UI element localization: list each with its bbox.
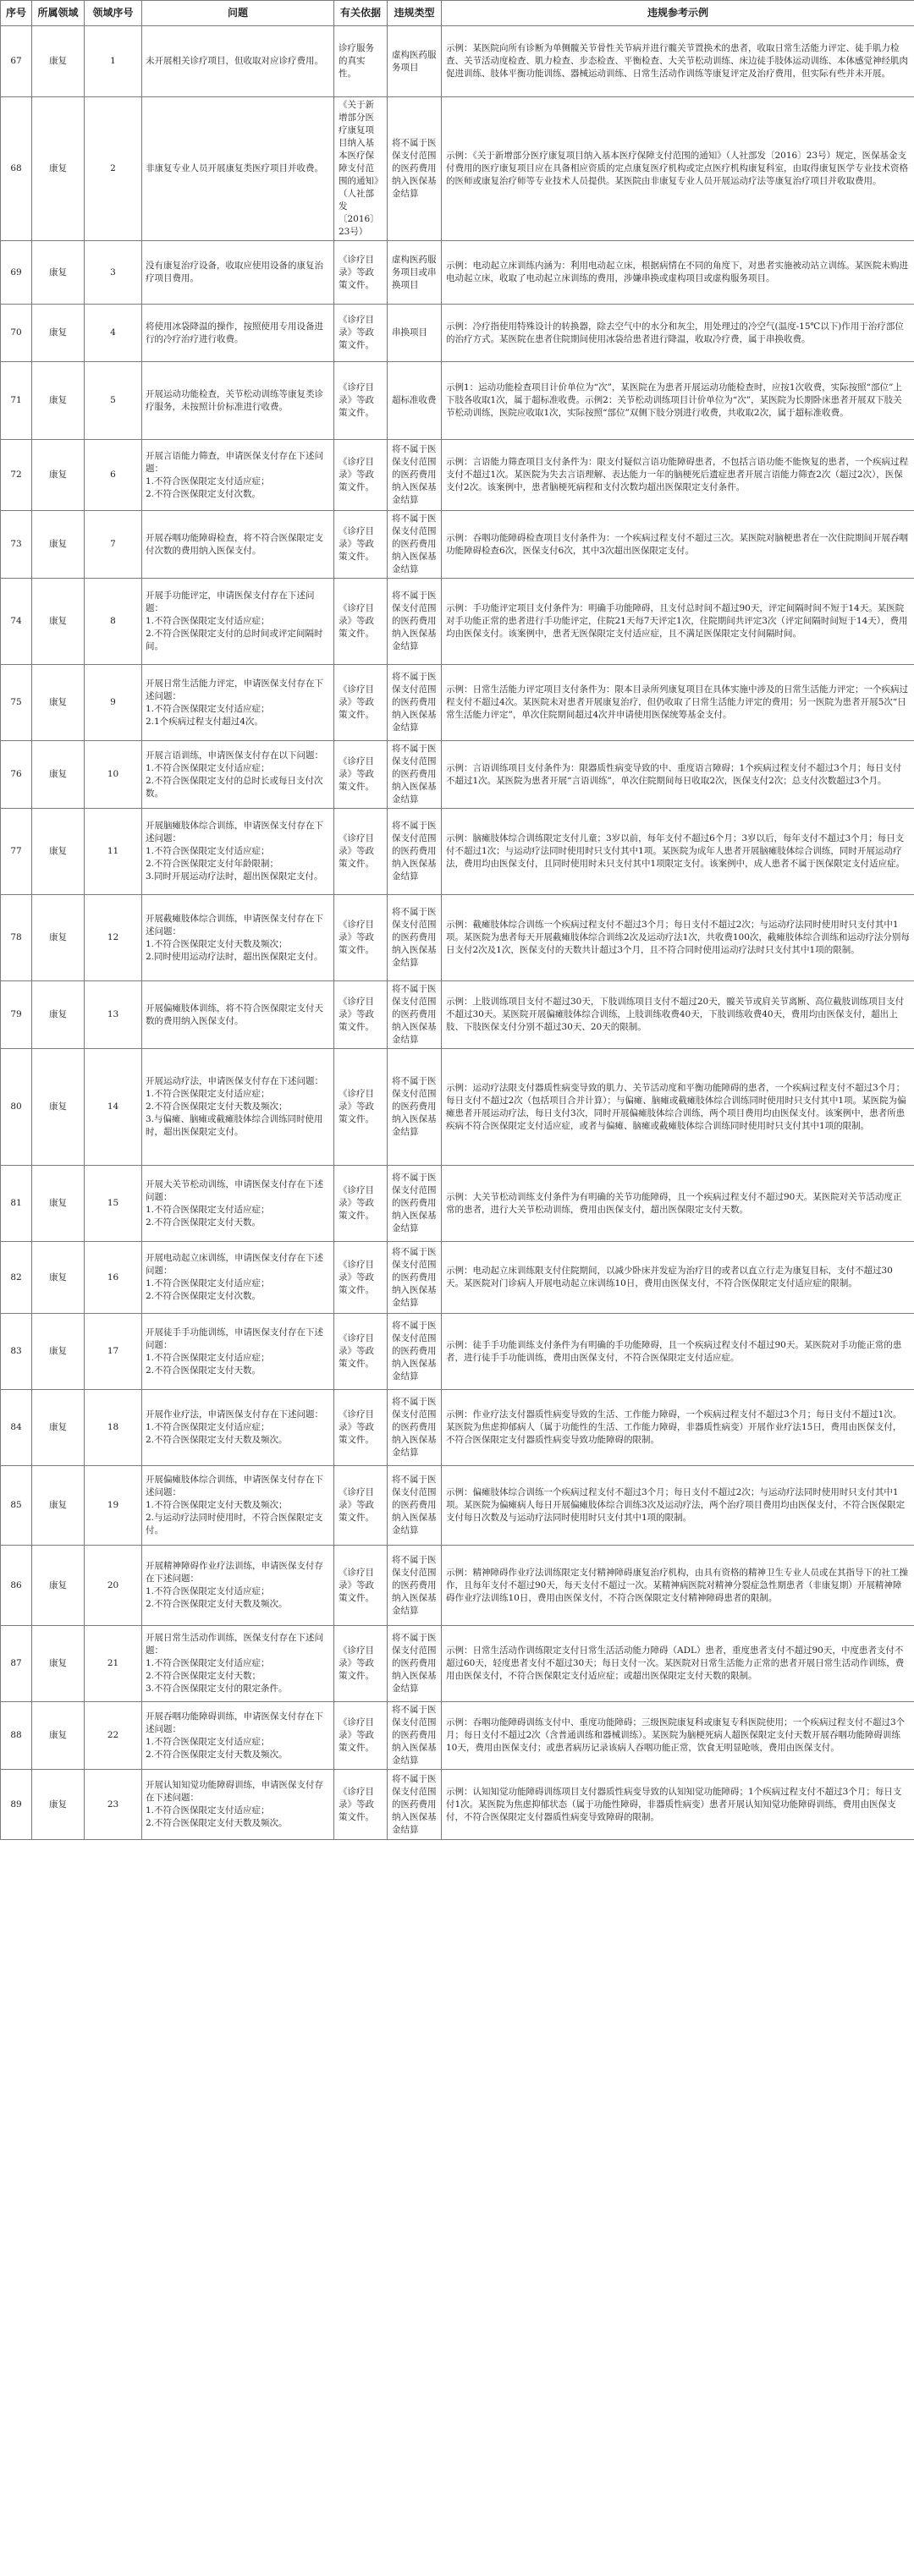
header-violation-type: 违规类型 — [388, 1, 442, 26]
cell-domain-no: 5 — [85, 362, 142, 440]
cell-problem: 开展作业疗法，申请医保支付存在下述问题： 1.不符合医保限定支付适应症； 2.不符合医保限定支付天数及频次。 — [142, 1390, 334, 1466]
table-header-row — [1, 1, 914, 26]
cell-violation-type: 将不属于医保支付范围的医药费用纳入医保基金结算 — [388, 97, 442, 241]
cell-problem: 开展吞咽功能障碍训练，申请医保支付存在下述问题： 1.不符合医保限定支付适应症； 2.不符合医保限定支付天数及频次。 — [142, 1702, 334, 1770]
table-row — [1, 981, 914, 1049]
cell-example: 示例：偏瘫肢体综合训练一个疾病过程支付不超过3个月；每日支付不超过2次；与运动疗法同时使用时只支付其中1项。某医院为偏瘫病人每日开展偏瘫肢体综合训练3次及运动疗法，两个治疗项目费用均由医保支付，不符合医保限定支付每日次数及与运动疗法同时使用时只支付其中1项的限制。 — [442, 1466, 914, 1546]
table-row — [1, 26, 914, 97]
cell-violation-type: 串换项目 — [388, 305, 442, 362]
cell-example: 示例：电动起立床训练限支付住院期间，以减少卧床并发症为治疗目的或者以直立行走为康复目标，支付不超过30天。某医院对门诊病人开展电动起立床训练10日，费用由医保支付，不符合医保限定支付适应症的限制。 — [442, 1242, 914, 1314]
cell-problem: 开展徒手手功能训练，申请医保支付存在下述问题： 1.不符合医保限定支付适应症； 2.不符合医保限定支付天数。 — [142, 1314, 334, 1390]
cell-violation-type: 将不属于医保支付范围的医药费用纳入医保基金结算 — [388, 741, 442, 809]
cell-basis: 《关于新增部分医疗康复项目纳入基本医疗保障支付范围的通知》（人社部发〔2016〕23号） — [334, 97, 388, 241]
cell-violation-type: 虚构医药服务项目或串换项目 — [388, 241, 442, 305]
cell-example: 示例：日常生活能力评定项目支付条件为：限本目录所列康复项目在具体实施中涉及的日常生活能力评定；一个疾病过程支付不超过4次。某医院未对患者开展康复治疗，但仍收取了日常生活能力评定的费用；另一医院为患者开展5次“日常生活能力评定”，单次住院期间超过4次并申请使用医保统筹基金支付。 — [442, 665, 914, 741]
cell-basis: 《诊疗目录》等政策文件。 — [334, 1546, 388, 1626]
cell-violation-type: 将不属于医保支付范围的医药费用纳入医保基金结算 — [388, 1702, 442, 1770]
cell-problem: 开展偏瘫肢体训练，将不符合医保限定支付天数的费用纳入医保支付。 — [142, 981, 334, 1049]
cell-domain-no: 11 — [85, 809, 142, 895]
cell-example: 示例：电动起立床训练内涵为：利用电动起立床，根据病情在不同的角度下，对患者实施被动站立训练。某医院未购进电动起立床，收取了电动起立床训练的费用，涉嫌串换或虚构项目或虚构服务项目。 — [442, 241, 914, 305]
table-row — [1, 305, 914, 362]
cell-domain: 康复 — [32, 981, 85, 1049]
header-problem: 问题 — [142, 1, 334, 26]
cell-domain: 康复 — [32, 241, 85, 305]
cell-no: 77 — [1, 809, 32, 895]
cell-domain: 康复 — [32, 1166, 85, 1242]
cell-domain-no: 2 — [85, 97, 142, 241]
cell-basis: 《诊疗目录》等政策文件。 — [334, 305, 388, 362]
cell-basis: 《诊疗目录》等政策文件。 — [334, 579, 388, 665]
cell-violation-type: 将不属于医保支付范围的医药费用纳入医保基金结算 — [388, 1546, 442, 1626]
cell-basis: 《诊疗目录》等政策文件。 — [334, 895, 388, 981]
cell-no: 79 — [1, 981, 32, 1049]
cell-domain-no: 18 — [85, 1390, 142, 1466]
cell-domain: 康复 — [32, 1314, 85, 1390]
cell-violation-type: 将不属于医保支付范围的医药费用纳入医保基金结算 — [388, 1049, 442, 1166]
table-row — [1, 97, 914, 241]
cell-domain-no: 6 — [85, 440, 142, 511]
cell-domain-no: 17 — [85, 1314, 142, 1390]
cell-example: 示例：精神障碍作业疗法训练限定支付精神障碍康复治疗机构，由具有资格的精神卫生专业人员或在其指导下的社工操作，且每年支付不超过90天，每天支付不超过一次。某精神病医院对精神分裂症急性期患者（非康复期）开展精神障碍作业疗法训练10日，费用由医保支付，不符合医保限定支付精神障碍患者的限制。 — [442, 1546, 914, 1626]
cell-basis: 《诊疗目录》等政策文件。 — [334, 440, 388, 511]
cell-domain-no: 20 — [85, 1546, 142, 1626]
cell-domain-no: 12 — [85, 895, 142, 981]
cell-problem: 开展认知知觉功能障碍训练，申请医保支付存在下述问题： 1.不符合医保限定支付适应症； 2.不符合医保限定支付天数及频次。 — [142, 1770, 334, 1840]
header-basis: 有关依据 — [334, 1, 388, 26]
cell-domain-no: 9 — [85, 665, 142, 741]
cell-domain-no: 19 — [85, 1466, 142, 1546]
cell-violation-type: 将不属于医保支付范围的医药费用纳入医保基金结算 — [388, 1626, 442, 1702]
cell-domain: 康复 — [32, 1626, 85, 1702]
cell-violation-type: 将不属于医保支付范围的医药费用纳入医保基金结算 — [388, 579, 442, 665]
cell-violation-type: 虚构医药服务项目 — [388, 26, 442, 97]
cell-no: 69 — [1, 241, 32, 305]
cell-example: 示例1：运动功能检查项目计价单位为“次”，某医院在为患者开展运动功能检查时，应按1次收费，实际按照“部位”上下肢各收取1次，属于超标准收费。示例2：关节松动训练项目计价单位为“次”，某医院为长期卧床患者开展双下肢关节松动训练，医院应收取1次，实际按照“部位”双侧下肢分别进行收费，共收取2次，属于超标准收费。 — [442, 362, 914, 440]
cell-problem: 开展电动起立床训练，申请医保支付存在下述问题： 1.不符合医保限定支付适应症； 2.不符合医保限定支付次数。 — [142, 1242, 334, 1314]
cell-no: 85 — [1, 1466, 32, 1546]
cell-violation-type: 将不属于医保支付范围的医药费用纳入医保基金结算 — [388, 1242, 442, 1314]
table-row — [1, 809, 914, 895]
cell-no: 78 — [1, 895, 32, 981]
cell-no: 83 — [1, 1314, 32, 1390]
cell-no: 88 — [1, 1702, 32, 1770]
cell-no: 72 — [1, 440, 32, 511]
table-row — [1, 241, 914, 305]
table-row — [1, 362, 914, 440]
cell-violation-type: 将不属于医保支付范围的医药费用纳入医保基金结算 — [388, 665, 442, 741]
cell-problem: 开展截瘫肢体综合训练，申请医保支付存在下述问题： 1.不符合医保限定支付天数及频次； 2.同时使用运动疗法时，超出医保限定支付。 — [142, 895, 334, 981]
cell-domain-no: 7 — [85, 511, 142, 579]
cell-example: 示例：言语训练项目支付条件为：限器质性病变导致的中、重度语言障碍；1个疾病过程支付不超过3个月；每日支付不超过1次。某医院为患者开展“言语训练”，单次住院期间每日收取2次，医保支付2次；总支付次数超过3个月。 — [442, 741, 914, 809]
cell-violation-type: 将不属于医保支付范围的医药费用纳入医保基金结算 — [388, 895, 442, 981]
cell-problem: 开展脑瘫肢体综合训练，申请医保支付存在下述问题： 1.不符合医保限定支付适应症； 2.不符合医保限定支付年龄限制； 3.同时开展运动疗法时，超出医保限定支付。 — [142, 809, 334, 895]
table-row — [1, 1466, 914, 1546]
cell-basis: 《诊疗目录》等政策文件。 — [334, 511, 388, 579]
cell-problem: 开展大关节松动训练，申请医保支付存在下述问题： 1.不符合医保限定支付适应症； 2.不符合医保限定支付天数。 — [142, 1166, 334, 1242]
cell-domain: 康复 — [32, 1390, 85, 1466]
cell-domain: 康复 — [32, 362, 85, 440]
cell-no: 84 — [1, 1390, 32, 1466]
cell-problem: 开展言语训练，申请医保支付存在以下问题： 1.不符合医保限定支付适应症； 2.不符合医保限定支付的总时长或每日支付次数。 — [142, 741, 334, 809]
cell-violation-type: 将不属于医保支付范围的医药费用纳入医保基金结算 — [388, 809, 442, 895]
cell-domain-no: 10 — [85, 741, 142, 809]
cell-domain: 康复 — [32, 579, 85, 665]
cell-domain-no: 16 — [85, 1242, 142, 1314]
cell-example: 示例：大关节松动训练支付条件为有明确的关节功能障碍，且一个疾病过程支付不超过90天。某医院对关节活动度正常的患者，进行大关节松动训练，费用由医保支付，超出医保限定支付天数。 — [442, 1166, 914, 1242]
cell-basis: 《诊疗目录》等政策文件。 — [334, 1166, 388, 1242]
cell-example: 示例：作业疗法支付器质性病变导致的生活、工作能力障碍，一个疾病过程支付不超过3个月；每日支付不超过1次。某医院为焦虑抑郁病人（属于功能性的生活、工作能力障碍，非器质性病变）开展作业疗法15日，费用由医保支付，不符合医保限定支付器质性病变导致功能障碍的限制。 — [442, 1390, 914, 1466]
cell-example: 示例：徒手手功能训练支付条件为有明确的手功能障碍，且一个疾病过程支付不超过90天。某医院对手功能正常的患者，进行徒手手功能训练，费用由医保支付，不符合医保限定支付适应症。 — [442, 1314, 914, 1390]
cell-basis: 《诊疗目录》等政策文件。 — [334, 741, 388, 809]
cell-violation-type: 将不属于医保支付范围的医药费用纳入医保基金结算 — [388, 1314, 442, 1390]
header-domain-no: 领域序号 — [85, 1, 142, 26]
cell-domain: 康复 — [32, 895, 85, 981]
table-row — [1, 741, 914, 809]
cell-problem: 未开展相关诊疗项目，但收取对应诊疗费用。 — [142, 26, 334, 97]
cell-basis: 《诊疗目录》等政策文件。 — [334, 1314, 388, 1390]
cell-example: 示例：《关于新增部分医疗康复项目纳入基本医疗保障支付范围的通知》（人社部发〔2016〕23号）规定，医保基金支付费用的医疗康复项目应在具备相应资质的定点康复医疗机构或定点医疗机构康复科室，由取得康复医学专业技术资格的医师或康复治疗师等专业技术人员提供。某医院由非康复专业人员开展运动疗法等康复治疗项目并收取费用。 — [442, 97, 914, 241]
cell-domain: 康复 — [32, 1546, 85, 1626]
cell-domain: 康复 — [32, 305, 85, 362]
table-row — [1, 511, 914, 579]
cell-basis: 《诊疗目录》等政策文件。 — [334, 1626, 388, 1702]
cell-example: 示例：冷疗指使用特殊设计的转换器，除去空气中的水分和灰尘，用处理过的冷空气(温度-15℃以下)作用于治疗部位的治疗方式。某医院在患者住院期间使用冰袋给患者进行降温，收取冷疗费，属于串换收费。 — [442, 305, 914, 362]
cell-no: 71 — [1, 362, 32, 440]
cell-domain-no: 13 — [85, 981, 142, 1049]
cell-example: 示例：认知知觉功能障碍训练项目支付器质性病变导致的认知知觉功能障碍；1个疾病过程支付不超过3个月；每日支付1次。某医院为焦虑抑郁状态（属于功能性障碍，非器质性病变）患者开展认知知觉功能障碍训练，费用由医保支付，不符合医保限定支付器质性病变导致障碍的限制。 — [442, 1770, 914, 1840]
cell-problem: 开展偏瘫肢体综合训练，申请医保支付存在下述问题： 1.不符合医保限定支付天数及频次； 2.与运动疗法同时使用时，不符合医保限定支付。 — [142, 1466, 334, 1546]
cell-basis: 《诊疗目录》等政策文件。 — [334, 1466, 388, 1546]
cell-domain: 康复 — [32, 741, 85, 809]
cell-no: 81 — [1, 1166, 32, 1242]
cell-no: 70 — [1, 305, 32, 362]
cell-example: 示例：吞咽功能障碍检查项目支付条件为：一个疾病过程支付不超过三次。某医院对脑梗患者在一次住院期间开展吞咽功能障碍检查6次，医保支付6次，其中3次超出医保限定支付。 — [442, 511, 914, 579]
cell-domain: 康复 — [32, 97, 85, 241]
cell-basis: 《诊疗目录》等政策文件。 — [334, 1049, 388, 1166]
cell-problem: 开展手功能评定，申请医保支付存在下述问题： 1.不符合医保限定支付适应症； 2.不符合医保限定支付的总时间或评定间隔时间。 — [142, 579, 334, 665]
cell-problem: 开展吞咽功能障碍检查，将不符合医保限定支付次数的费用纳入医保支付。 — [142, 511, 334, 579]
cell-no: 89 — [1, 1770, 32, 1840]
cell-example: 示例：脑瘫肢体综合训练限定支付儿童；3岁以前，每年支付不超过6个月；3岁以后，每年支付不超过3个月；每日支付不超过1次；与运动疗法同时使用时只支付其中1项。某医院为成年人患者开展脑瘫肢体综合训练，同时开展运动疗法，费用均由医保支付，且同时使用时未只支付其中1项限定支付。该案例中，成人患者不属于医保限定支付适应症。 — [442, 809, 914, 895]
cell-basis: 《诊疗目录》等政策文件。 — [334, 665, 388, 741]
cell-no: 80 — [1, 1049, 32, 1166]
cell-violation-type: 将不属于医保支付范围的医药费用纳入医保基金结算 — [388, 511, 442, 579]
cell-example: 示例：言语能力筛查项目支付条件为：限支付疑似言语功能障碍患者，不包括言语功能不能恢复的患者，一个疾病过程支付不超过1次。某医院为失去言语理解、表达能力一年的脑梗死后遗症患者开展言语能力筛查2次（超过2次），医保支付2次。该案例中，患者脑梗死病程和支付次数均超出医保限定支付条件。 — [442, 440, 914, 511]
cell-domain-no: 23 — [85, 1770, 142, 1840]
cell-domain: 康复 — [32, 809, 85, 895]
cell-basis: 《诊疗目录》等政策文件。 — [334, 809, 388, 895]
cell-domain: 康复 — [32, 440, 85, 511]
cell-basis: 诊疗服务的真实性。 — [334, 26, 388, 97]
table-row — [1, 440, 914, 511]
cell-no: 87 — [1, 1626, 32, 1702]
table-row — [1, 1049, 914, 1166]
cell-basis: 《诊疗目录》等政策文件。 — [334, 241, 388, 305]
table-row — [1, 1314, 914, 1390]
cell-domain-no: 15 — [85, 1166, 142, 1242]
table-row — [1, 1770, 914, 1840]
cell-domain: 康复 — [32, 1242, 85, 1314]
cell-basis: 《诊疗目录》等政策文件。 — [334, 362, 388, 440]
header-example: 违规参考示例 — [442, 1, 914, 26]
cell-example: 示例：运动疗法限支付器质性病变导致的肌力、关节活动度和平衡功能障碍的患者，一个疾病过程支付不超过3个月；每日支付不超过2次（包括项目合并计算）；与偏瘫、脑瘫或截瘫肢体综合训练同时使用时只支付其中1项。某医院为偏瘫患者开展运动疗法，每日支付3次，同时开展偏瘫肢体综合训练，两个项目费用均由医保支付。该案例中，患者所患疾病不符合医保限定支付适应症，或者与偏瘫、脑瘫或截瘫肢体综合训练同时使用时只支付其中1项的限制。 — [442, 1049, 914, 1166]
table-row — [1, 1626, 914, 1702]
cell-no: 76 — [1, 741, 32, 809]
cell-problem: 没有康复治疗设备，收取应使用设备的康复治疗项目费用。 — [142, 241, 334, 305]
table-row — [1, 1242, 914, 1314]
cell-problem: 将使用冰袋降温的操作，按照使用专用设备进行的冷疗治疗进行收费。 — [142, 305, 334, 362]
cell-no: 67 — [1, 26, 32, 97]
cell-domain-no: 21 — [85, 1626, 142, 1702]
cell-problem: 开展运动疗法，申请医保支付存在下述问题： 1.不符合医保限定支付适应症； 2.不符合医保限定支付天数及频次； 3.与偏瘫、脑瘫或截瘫肢体综合训练同时使用时，超出医保限定支付。 — [142, 1049, 334, 1166]
cell-domain-no: 8 — [85, 579, 142, 665]
cell-problem: 非康复专业人员开展康复类医疗项目并收费。 — [142, 97, 334, 241]
header-no: 序号 — [1, 1, 32, 26]
cell-domain: 康复 — [32, 1770, 85, 1840]
cell-example: 示例：手功能评定项目支付条件为：明确手功能障碍，且支付总时间不超过90天，评定间隔时间不短于14天。某医院对手功能正常的患者进行手功能评定，住院21天每7天评定1次，住院期间共评定3次（评定间隔时间短于14天），费用均由医保支付。该案例中，患者无医保限定支付适应症，且不满足医保限定支付间隔时间。 — [442, 579, 914, 665]
cell-example: 示例：上肢训练项目支付不超过30天，下肢训练项目支付不超过20天，髋关节或肩关节离断、高位截肢训练项目支付不超过30天。某医院开展偏瘫肢体综合训练，上肢训练收费40天，下肢训练收费40天，费用均由医保支付，超出上肢、下肢医保支付分别不超过30天、20天的限制。 — [442, 981, 914, 1049]
cell-domain-no: 3 — [85, 241, 142, 305]
cell-problem: 开展日常生活能力评定，申请医保支付存在下述问题： 1.不符合医保限定支付适应症； 2.1个疾病过程支付超过4次。 — [142, 665, 334, 741]
table-row — [1, 1166, 914, 1242]
cell-problem: 开展运动功能检查，关节松动训练等康复类诊疗服务，未按照计价标准进行收费。 — [142, 362, 334, 440]
cell-violation-type: 将不属于医保支付范围的医药费用纳入医保基金结算 — [388, 1166, 442, 1242]
cell-domain: 康复 — [32, 1049, 85, 1166]
cell-domain: 康复 — [32, 26, 85, 97]
cell-no: 68 — [1, 97, 32, 241]
cell-domain: 康复 — [32, 1702, 85, 1770]
cell-domain: 康复 — [32, 665, 85, 741]
cell-example: 示例：吞咽功能障碍训练支付中、重度功能障碍；三级医院康复科或康复专科医院使用；一个疾病过程支付不超过3个月；每日支付不超过2次（含普通训练和器械训练）。某医院为脑梗死病人超医保限定支付天数开展吞咽功能障碍训练10天，费用由医保支付；或患者病历记录该病人吞咽功能正常，饮食无明显呛咳，费用由医保支付。 — [442, 1702, 914, 1770]
cell-domain-no: 4 — [85, 305, 142, 362]
cell-domain: 康复 — [32, 1466, 85, 1546]
cell-no: 86 — [1, 1546, 32, 1626]
table-row — [1, 579, 914, 665]
table-row — [1, 1390, 914, 1466]
cell-domain-no: 14 — [85, 1049, 142, 1166]
cell-basis: 《诊疗目录》等政策文件。 — [334, 1242, 388, 1314]
table-row — [1, 665, 914, 741]
table-row — [1, 1702, 914, 1770]
cell-domain: 康复 — [32, 511, 85, 579]
cell-basis: 《诊疗目录》等政策文件。 — [334, 981, 388, 1049]
cell-example: 示例：截瘫肢体综合训练一个疾病过程支付不超过3个月；每日支付不超过2次；与运动疗法同时使用时只支付其中1项。某医院为患者每天开展截瘫肢体综合训练2次及运动疗法1次，共收费100次，截瘫肢体综合训练和运动疗法分别每日支付2次及1次，医保支付的天数共计超过3个月，且不符合同时使用运动疗法时只支付其中1项的限制。 — [442, 895, 914, 981]
cell-problem: 开展日常生活动作训练，医保支付存在下述问题： 1.不符合医保限定支付适应症； 2.不符合医保限定支付天数； 3.不符合医保限定支付的限定条件。 — [142, 1626, 334, 1702]
table-row — [1, 1546, 914, 1626]
header-domain: 所属领域 — [32, 1, 85, 26]
cell-no: 75 — [1, 665, 32, 741]
cell-domain-no: 1 — [85, 26, 142, 97]
cell-no: 73 — [1, 511, 32, 579]
cell-no: 74 — [1, 579, 32, 665]
cell-example: 示例：日常生活动作训练限定支付日常生活活动能力障碍（ADL）患者，重度患者支付不超过90天，中度患者支付不超过60天，轻度患者支付不超过30天；每日支付一次。某医院对日常生活能力正常的患者开展日常生活动作训练，费用由医保支付，不符合医保限定支付适应症；或超出医保限定支付天数的限制。 — [442, 1626, 914, 1702]
cell-violation-type: 将不属于医保支付范围的医药费用纳入医保基金结算 — [388, 1466, 442, 1546]
cell-basis: 《诊疗目录》等政策文件。 — [334, 1770, 388, 1840]
cell-basis: 《诊疗目录》等政策文件。 — [334, 1702, 388, 1770]
cell-problem: 开展言语能力筛查，申请医保支付存在下述问题： 1.不符合医保限定支付适应症； 2.不符合医保限定支付次数。 — [142, 440, 334, 511]
cell-example: 示例：某医院向所有诊断为单侧髋关节骨性关节病并进行髋关节置换术的患者，收取日常生活能力评定、徒手肌力检查、关节活动度检查、肌力检查、步态检查、平衡检查、大关节松动训练、床边徒手肢体运动训练、本体感觉神经肌肉促进训练、肢体平衡功能训练、器械运动训练、日常生活动作训练等康复评定及治疗费用，但实际有些并未开展。 — [442, 26, 914, 97]
cell-violation-type: 超标准收费 — [388, 362, 442, 440]
cell-no: 82 — [1, 1242, 32, 1314]
cell-violation-type: 将不属于医保支付范围的医药费用纳入医保基金结算 — [388, 981, 442, 1049]
cell-violation-type: 将不属于医保支付范围的医药费用纳入医保基金结算 — [388, 1770, 442, 1840]
cell-domain-no: 22 — [85, 1702, 142, 1770]
cell-violation-type: 将不属于医保支付范围的医药费用纳入医保基金结算 — [388, 440, 442, 511]
cell-violation-type: 将不属于医保支付范围的医药费用纳入医保基金结算 — [388, 1390, 442, 1466]
cell-basis: 《诊疗目录》等政策文件。 — [334, 1390, 388, 1466]
table-row — [1, 895, 914, 981]
cell-problem: 开展精神障碍作业疗法训练，申请医保支付存在下述问题： 1.不符合医保限定支付适应症； 2.不符合医保限定支付天数及频次。 — [142, 1546, 334, 1626]
